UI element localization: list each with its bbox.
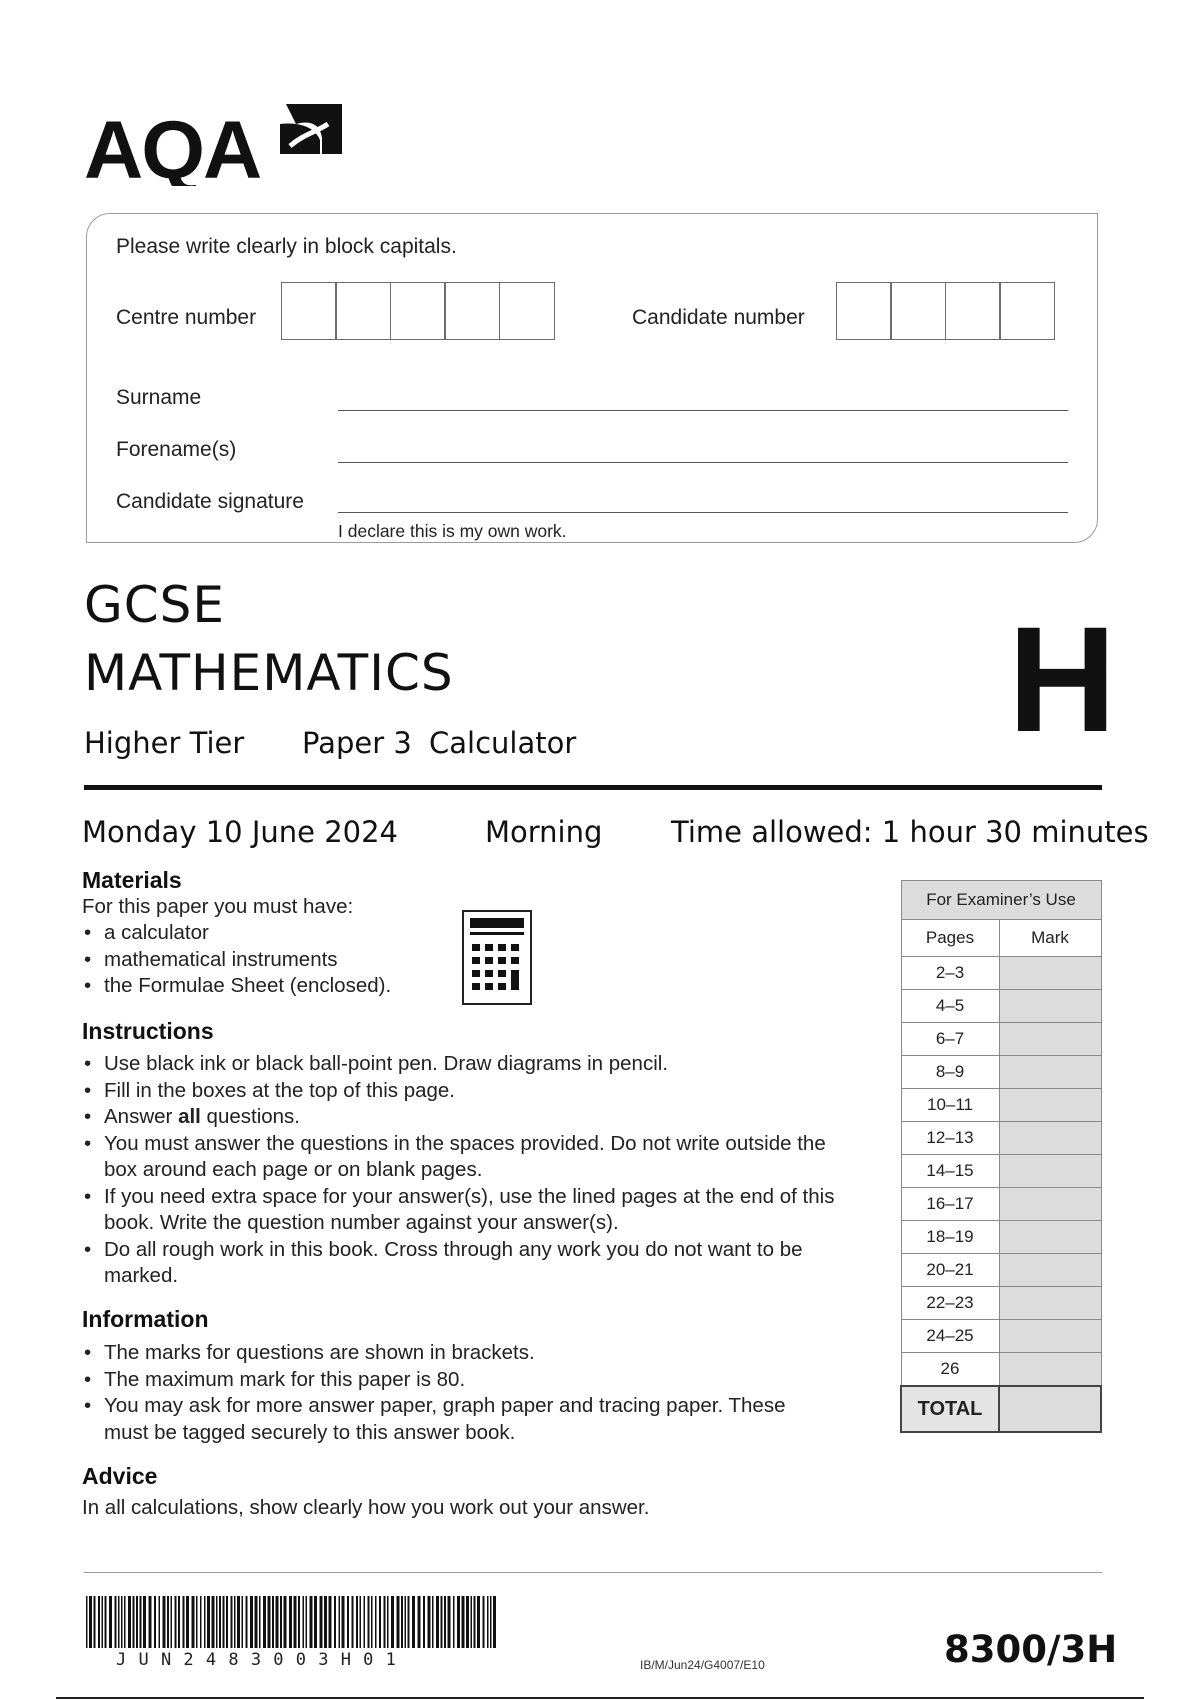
mark-cell	[999, 1056, 1101, 1089]
list-item: • mathematical instruments	[82, 947, 391, 974]
block-capitals-instruction: Please write clearly in block capitals.	[116, 235, 457, 258]
table-row: 22–23	[901, 1287, 1101, 1320]
list-item: • Answer all questions.	[82, 1104, 852, 1131]
mark-cell	[999, 1287, 1101, 1320]
mark-cell	[999, 957, 1101, 990]
mark-cell	[999, 1089, 1101, 1122]
total-row	[901, 1386, 1101, 1432]
table-row: 8–9	[901, 1056, 1101, 1089]
total-mark-cell	[999, 1386, 1101, 1432]
tier-label: Higher Tier	[84, 726, 245, 760]
table-row: 14–15	[901, 1155, 1101, 1188]
mark-cell	[999, 1353, 1101, 1387]
advice-heading: Advice	[82, 1463, 158, 1489]
list-item: • a calculator	[82, 920, 391, 947]
declaration-text: I declare this is my own work.	[338, 521, 567, 541]
surname-field[interactable]	[338, 410, 1068, 411]
candidate-number-digit[interactable]	[836, 282, 892, 340]
signature-field[interactable]	[338, 512, 1068, 513]
materials-intro: For this paper you must have:	[82, 895, 354, 918]
information-heading: Information	[82, 1306, 209, 1332]
centre-number-label: Centre number	[116, 306, 257, 329]
title-divider	[84, 785, 1102, 790]
mark-cell	[999, 1023, 1101, 1056]
table-row: 26	[901, 1353, 1101, 1387]
materials-list	[82, 920, 391, 1000]
table-row: 24–25	[901, 1320, 1101, 1353]
centre-number-digit[interactable]	[390, 282, 446, 340]
mark-column-header: Mark	[999, 920, 1101, 957]
forenames-field[interactable]	[338, 462, 1068, 463]
information-list	[82, 1340, 802, 1446]
tier-letter: H	[1008, 595, 1117, 763]
centre-number-boxes[interactable]	[282, 282, 555, 340]
mark-cell	[999, 1320, 1101, 1353]
paper-code: 8300/3H	[944, 1628, 1118, 1671]
exam-session: Morning	[485, 815, 603, 849]
instructions-heading: Instructions	[82, 1018, 214, 1044]
list-item: • Do all rough work in this book. Cross through any work you do not want to be marked.	[82, 1237, 852, 1290]
list-item: • Use black ink or black ball-point pen. Draw diagrams in pencil.	[82, 1051, 852, 1078]
mark-cell	[999, 1221, 1101, 1254]
centre-number-digit[interactable]	[499, 282, 555, 340]
barcode-icon	[86, 1596, 498, 1648]
mark-cell	[999, 990, 1101, 1023]
table-row: 2–3	[901, 957, 1101, 990]
qualification-title: GCSE	[84, 576, 225, 634]
candidate-number-boxes[interactable]	[837, 282, 1055, 340]
barcode-text: J U N 2 4 8 3 0 0 3 H 0 1	[116, 1650, 397, 1670]
table-row: 16–17	[901, 1188, 1101, 1221]
list-item: • The maximum mark for this paper is 80.	[82, 1367, 802, 1394]
table-row: 12–13	[901, 1122, 1101, 1155]
calculator-icon	[462, 910, 532, 1005]
centre-number-digit[interactable]	[281, 282, 337, 340]
document-reference: IB/M/Jun24/G4007/E10	[640, 1658, 765, 1672]
table-row: 10–11	[901, 1089, 1101, 1122]
list-item: • You may ask for more answer paper, graph paper and tracing paper. These must be tagged securely to this answer book.	[82, 1393, 802, 1446]
examiner-use-table	[900, 880, 1102, 1433]
mark-cell	[999, 1188, 1101, 1221]
aqa-logo	[84, 96, 344, 186]
footer-divider	[84, 1572, 1102, 1573]
centre-number-digit[interactable]	[444, 282, 500, 340]
candidate-number-digit[interactable]	[999, 282, 1055, 340]
table-row: 20–21	[901, 1254, 1101, 1287]
candidate-number-digit[interactable]	[890, 282, 946, 340]
table-row: 6–7	[901, 1023, 1101, 1056]
list-item: • You must answer the questions in the spaces provided. Do not write outside the box around each page or on blank pages.	[82, 1131, 852, 1184]
total-label: TOTAL	[901, 1386, 999, 1432]
list-item: • If you need extra space for your answer(s), use the lined pages at the end of this book. Write the question number against your answer(s).	[82, 1184, 852, 1237]
page-bottom-rule	[56, 1697, 1144, 1699]
mark-cell	[999, 1122, 1101, 1155]
subject-title: MATHEMATICS	[84, 644, 454, 702]
time-allowed: Time allowed: 1 hour 30 minutes	[671, 815, 1149, 849]
candidate-number-digit[interactable]	[945, 282, 1001, 340]
list-item: • the Formulae Sheet (enclosed).	[82, 973, 391, 1000]
surname-label: Surname	[116, 386, 202, 409]
advice-text: In all calculations, show clearly how you work out your answer.	[82, 1496, 650, 1519]
forenames-label: Forename(s)	[116, 438, 237, 461]
list-item: • The marks for questions are shown in brackets.	[82, 1340, 802, 1367]
mark-cell	[999, 1155, 1101, 1188]
signature-label: Candidate signature	[116, 490, 304, 513]
materials-heading: Materials	[82, 867, 182, 893]
list-item: • Fill in the boxes at the top of this page.	[82, 1078, 852, 1105]
candidate-number-label: Candidate number	[632, 306, 805, 329]
table-row: 4–5	[901, 990, 1101, 1023]
exam-date: Monday 10 June 2024	[82, 815, 398, 849]
paper-type: Calculator	[429, 726, 577, 760]
mark-cell	[999, 1254, 1101, 1287]
table-row: 18–19	[901, 1221, 1101, 1254]
instructions-list	[82, 1051, 852, 1290]
paper-number: Paper 3	[302, 726, 412, 760]
examiner-table-title: For Examiner’s Use	[901, 881, 1101, 920]
centre-number-digit[interactable]	[335, 282, 391, 340]
logo-mark-icon	[280, 104, 342, 154]
logo-text: AQA	[84, 105, 261, 186]
pages-column-header: Pages	[901, 920, 999, 957]
